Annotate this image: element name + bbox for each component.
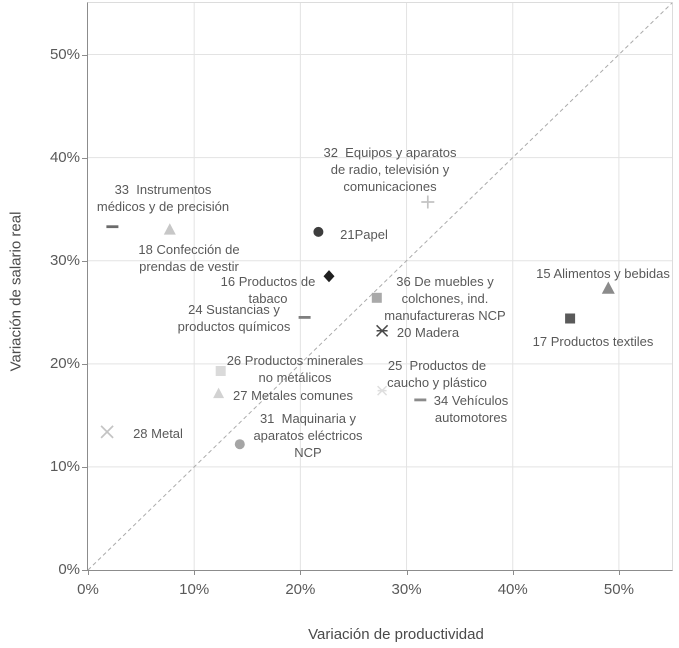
point-label-18: 18 Confección de prendas de vestir [138,242,240,274]
y-axis-tick-label: 30% [49,251,80,269]
data-point-31-marker [235,439,245,449]
data-point-17-marker [565,314,575,324]
y-axis-tick [82,158,87,159]
x-axis-tick [300,570,301,575]
data-point-32-marker [421,196,434,209]
y-axis-tick [82,364,87,365]
x-axis-title: Variación de productividad [308,626,484,643]
plot-canvas [88,3,672,570]
y-axis-tick [82,261,87,262]
x-axis-tick-label: 30% [391,581,422,598]
x-axis-tick-label: 50% [603,581,634,598]
x-axis-tick [513,570,514,575]
x-axis-tick [407,570,408,575]
data-point-24-marker [299,316,311,319]
data-point-33-marker [106,225,118,228]
data-point-15-marker [602,281,615,293]
point-label-24: 24 Sustancias y productos químicos [177,302,291,334]
point-label-16: 16 Productos de tabaco [220,274,316,306]
data-point-27-marker [213,388,224,398]
point-label-25: 25 Productos de caucho y plástico [387,358,487,390]
data-point-20-marker [377,325,388,336]
data-point-26-marker [216,366,226,376]
y-axis-tick-label: 50% [49,45,80,63]
y-axis-tick [82,55,87,56]
point-label-31: 31 Maquinaria y aparatos eléctricos NCP [253,411,363,460]
point-label-20: 20 Madera [396,325,460,340]
point-label-26: 26 Productos minerales no metálicos [226,353,364,385]
point-label-15: 15 Alimentos y bebidas [536,266,670,281]
y-axis-title: Variación de salario real [7,211,25,372]
data-point-34-marker [414,399,426,402]
x-axis-tick [619,570,620,575]
x-axis-tick [88,570,89,575]
data-point-28-marker [101,426,113,438]
point-label-17: 17 Productos textiles [532,334,654,349]
y-axis-tick [82,467,87,468]
point-label-21: 21Papel [340,227,388,242]
y-axis-tick-label: 40% [49,148,80,166]
x-axis-tick-label: 0% [77,581,99,598]
data-point-25-marker [378,386,387,395]
data-point-16-marker [324,270,335,282]
point-label-33: 33 Instrumentos médicos y de precisión [96,182,230,214]
data-point-18-marker [164,223,176,234]
x-axis-tick-label: 10% [179,581,210,598]
data-point-36-marker [372,293,382,303]
y-axis-tick-label: 0% [58,561,80,578]
point-label-28: 28 Metal [133,426,183,441]
y-axis-tick-label: 10% [49,457,80,475]
x-axis-tick-label: 40% [497,581,528,598]
plot-area [87,2,673,571]
point-label-27: 27 Metales comunes [233,388,353,403]
point-label-34: 34 Vehículos automotores [433,393,509,425]
point-label-36: 36 De muebles y colchones, ind. manufactureras NCP [384,274,506,323]
data-point-21-marker [313,227,323,237]
point-label-32: 32 Equipos y aparatos de radio, televisión y comunicaciones [323,145,457,194]
x-axis-tick [194,570,195,575]
y-axis-tick [82,570,87,571]
y-axis-tick-label: 20% [49,354,80,372]
x-axis-tick-label: 20% [285,581,316,598]
